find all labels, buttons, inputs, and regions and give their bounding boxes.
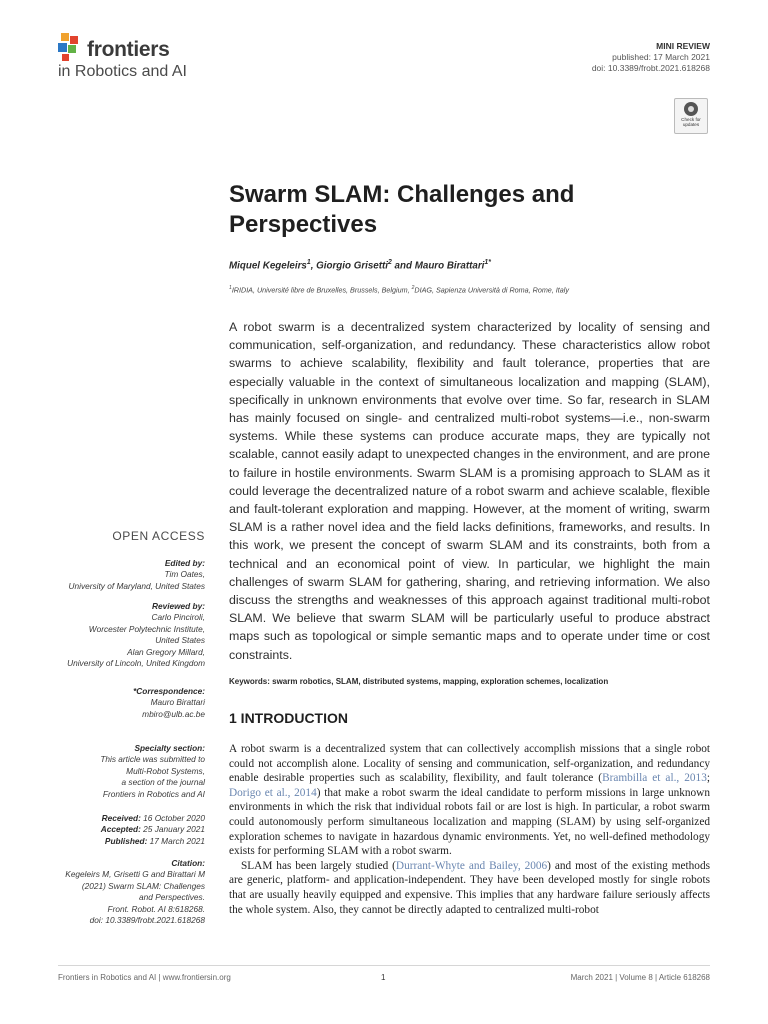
edited-by-block	[69, 558, 206, 592]
citation-line: Front. Robot. AI 8:618268.	[107, 903, 205, 914]
published-date-side	[101, 836, 205, 847]
received-date	[101, 813, 205, 824]
citation-link[interactable]: Dorigo et al., 2014	[229, 786, 317, 799]
received-value: 16 October 2020	[140, 813, 205, 823]
author-affil-sup: 1	[306, 259, 311, 266]
accepted-label: Accepted:	[100, 824, 141, 835]
affil-text: DIAG, Sapienza Università di Roma, Rome, Italy	[414, 285, 569, 295]
check-for-updates-badge[interactable]	[674, 98, 708, 134]
author-separator: ,	[310, 260, 317, 272]
brand-name: frontiers	[87, 38, 170, 61]
specialty-line: a section of the journal	[121, 777, 205, 788]
accepted-date	[101, 824, 205, 835]
article-title: Swarm SLAM: Challenges and Perspectives	[229, 181, 575, 238]
check-updates-label: Check for updates	[681, 117, 701, 127]
text-run: SLAM has been largely studied (	[241, 859, 396, 872]
check-updates-icon	[684, 102, 698, 116]
specialty-section-block	[100, 743, 205, 800]
editor-affil: University of Maryland, United States	[68, 580, 205, 591]
doi[interactable]: doi: 10.3389/frobt.2021.618268	[591, 63, 710, 73]
citation-line[interactable]: doi: 10.3389/frobt.2021.618268	[89, 915, 205, 926]
correspondence-label: *Correspondence:	[133, 686, 205, 696]
author-affil-sup: 2	[388, 259, 392, 266]
author-name[interactable]: Mauro Birattari	[414, 260, 485, 272]
paragraph	[229, 859, 710, 917]
published-date: published: 17 March 2021	[612, 52, 710, 62]
article-meta	[592, 41, 710, 74]
page-number: 1	[381, 973, 386, 982]
reviewed-by-label: Reviewed by:	[151, 601, 205, 611]
paragraph	[229, 742, 710, 859]
specialty-line: Frontiers in Robotics and AI	[102, 788, 205, 799]
affil-text: IRIDIA, Université libre de Bruxelles, Brussels, Belgium,	[231, 285, 412, 295]
citation-line: (2021) Swarm SLAM: Challenges	[81, 880, 205, 891]
editor-name: Tim Oates,	[164, 569, 205, 580]
footer-journal[interactable]: Frontiers in Robotics and AI | www.frontiersin.org	[58, 973, 231, 982]
author-list	[229, 259, 491, 271]
specialty-line: Multi-Robot Systems,	[126, 765, 205, 776]
specialty-label: Specialty section:	[134, 743, 205, 753]
citation-link[interactable]: Brambilla et al., 2013	[602, 772, 707, 785]
correspondence-block	[133, 686, 205, 720]
affiliations	[229, 285, 569, 294]
reviewer-line: University of Lincoln, United Kingdom	[67, 658, 205, 669]
accepted-value: 25 January 2021	[140, 824, 205, 835]
text-run: ) and most of the existing methods are generic, platform- and application-independent. They have been developed mostly for single robots that are usually heavily equipped and expensive. This implies that any hardware failure seriously affects the whole system. Also, they cannot be directly adapted to centralized multi-robot	[229, 859, 710, 916]
reviewer-line: Worcester Polytechnic Institute,	[88, 623, 205, 634]
affil-sup: 1	[229, 285, 232, 291]
citation-block	[65, 858, 205, 926]
received-label: Received:	[101, 813, 141, 823]
reviewer-line: Alan Gregory Millard,	[127, 646, 205, 657]
open-access-label: OPEN ACCESS	[112, 529, 205, 543]
reviewed-by-block	[67, 601, 205, 669]
author-affil-sup: 1*	[484, 259, 491, 266]
author-name[interactable]: Miquel Kegeleirs	[229, 260, 307, 272]
correspondent-email[interactable]: mbiro@ulb.ac.be	[142, 708, 205, 719]
article-type: MINI REVIEW	[656, 41, 710, 51]
edited-by-label: Edited by:	[164, 558, 205, 568]
text-run: ) that make a robot swarm the ideal candidate to perform missions in large unknown environments in which the risk that individual robots fail or are lost is high. In particular, a robot swarm could autonomously perform simultaneous localization and mapping (SLAM) by using self-organized exploration schemes to navigate in hazardous dynamic environments. Yet, no well-defined methodology exists for performing SLAM with a robot swarm.	[229, 786, 710, 858]
citation-line: and Perspectives.	[139, 892, 205, 903]
text-run: A robot swarm is a decentralized system that can collectively accomplish missions that a single robot could not accomplish alone. Locality of sensing and communication, self-organization, and redundancy enable desirable properties such as scalability, flexibility, and fault tolerance (	[229, 743, 710, 785]
published-value: 17 March 2021	[147, 835, 205, 846]
correspondent-name: Mauro Birattari	[150, 697, 205, 708]
reviewer-line: Carlo Pinciroli,	[151, 612, 205, 623]
journal-name: in Robotics and AI	[58, 63, 187, 80]
introduction-body	[229, 742, 710, 917]
dates-block	[101, 813, 205, 847]
text-run: ;	[706, 772, 710, 785]
reviewer-line: United States	[155, 635, 205, 646]
affil-sup: 2	[411, 285, 415, 291]
citation-line: Kegeleirs M, Grisetti G and Birattari M	[65, 869, 205, 880]
keywords: Keywords: swarm robotics, SLAM, distributed systems, mapping, exploration schemes, localization	[229, 677, 609, 686]
abstract: A robot swarm is a decentralized system characterized by locality of sensing and communication, self-organization, and redundancy. These characteristics allow robot swarms to achieve scalability, flexibility and fault tolerance, properties that are especially valuable in the context of simultaneous localization and mapping (SLAM), specifically in unknown environments that evolve over time. So far, research in SLAM has mainly focused on single- and centralized multi-robot systems—i.e., non-swarm systems. While these systems can produce accurate maps, they are typically not scalable, cannot easily adapt to unexpected changes in the environment, and are prone to failure in hostile environments. Swarm SLAM is a promising approach to SLAM as it could leverage the decentralized nature of a robot swarm and achieve scalable, flexible and fault-tolerant exploration and mapping. However, at the moment of writing, swarm SLAM is a rather novel idea and the field lacks definitions, frameworks, and results. In this work, we present the concept of swarm SLAM and its constraints, both from a technical and an economical point of view. In particular, we highlight the main challenges of swarm SLAM for gathering, sharing, and retrieving information. We also discuss the strengths and weaknesses of this approach against traditional multi-robot SLAM. We believe that swarm SLAM will be particularly useful to produce abstract maps such as topological or simple semantic maps and to operate under time or cost constraints.	[229, 320, 710, 662]
author-name[interactable]: Giorgio Grisetti	[316, 260, 388, 272]
frontiers-logo-icon	[58, 33, 84, 63]
citation-label: Citation:	[171, 858, 205, 868]
footer-issue: March 2021 | Volume 8 | Article 618268	[570, 973, 710, 982]
section-heading: 1 INTRODUCTION	[229, 710, 348, 726]
author-separator: and	[391, 260, 415, 272]
published-label: Published:	[104, 835, 148, 846]
footer-divider	[58, 965, 710, 966]
specialty-line: This article was submitted to	[100, 754, 205, 765]
citation-link[interactable]: Durrant-Whyte and Bailey, 2006	[395, 859, 548, 872]
